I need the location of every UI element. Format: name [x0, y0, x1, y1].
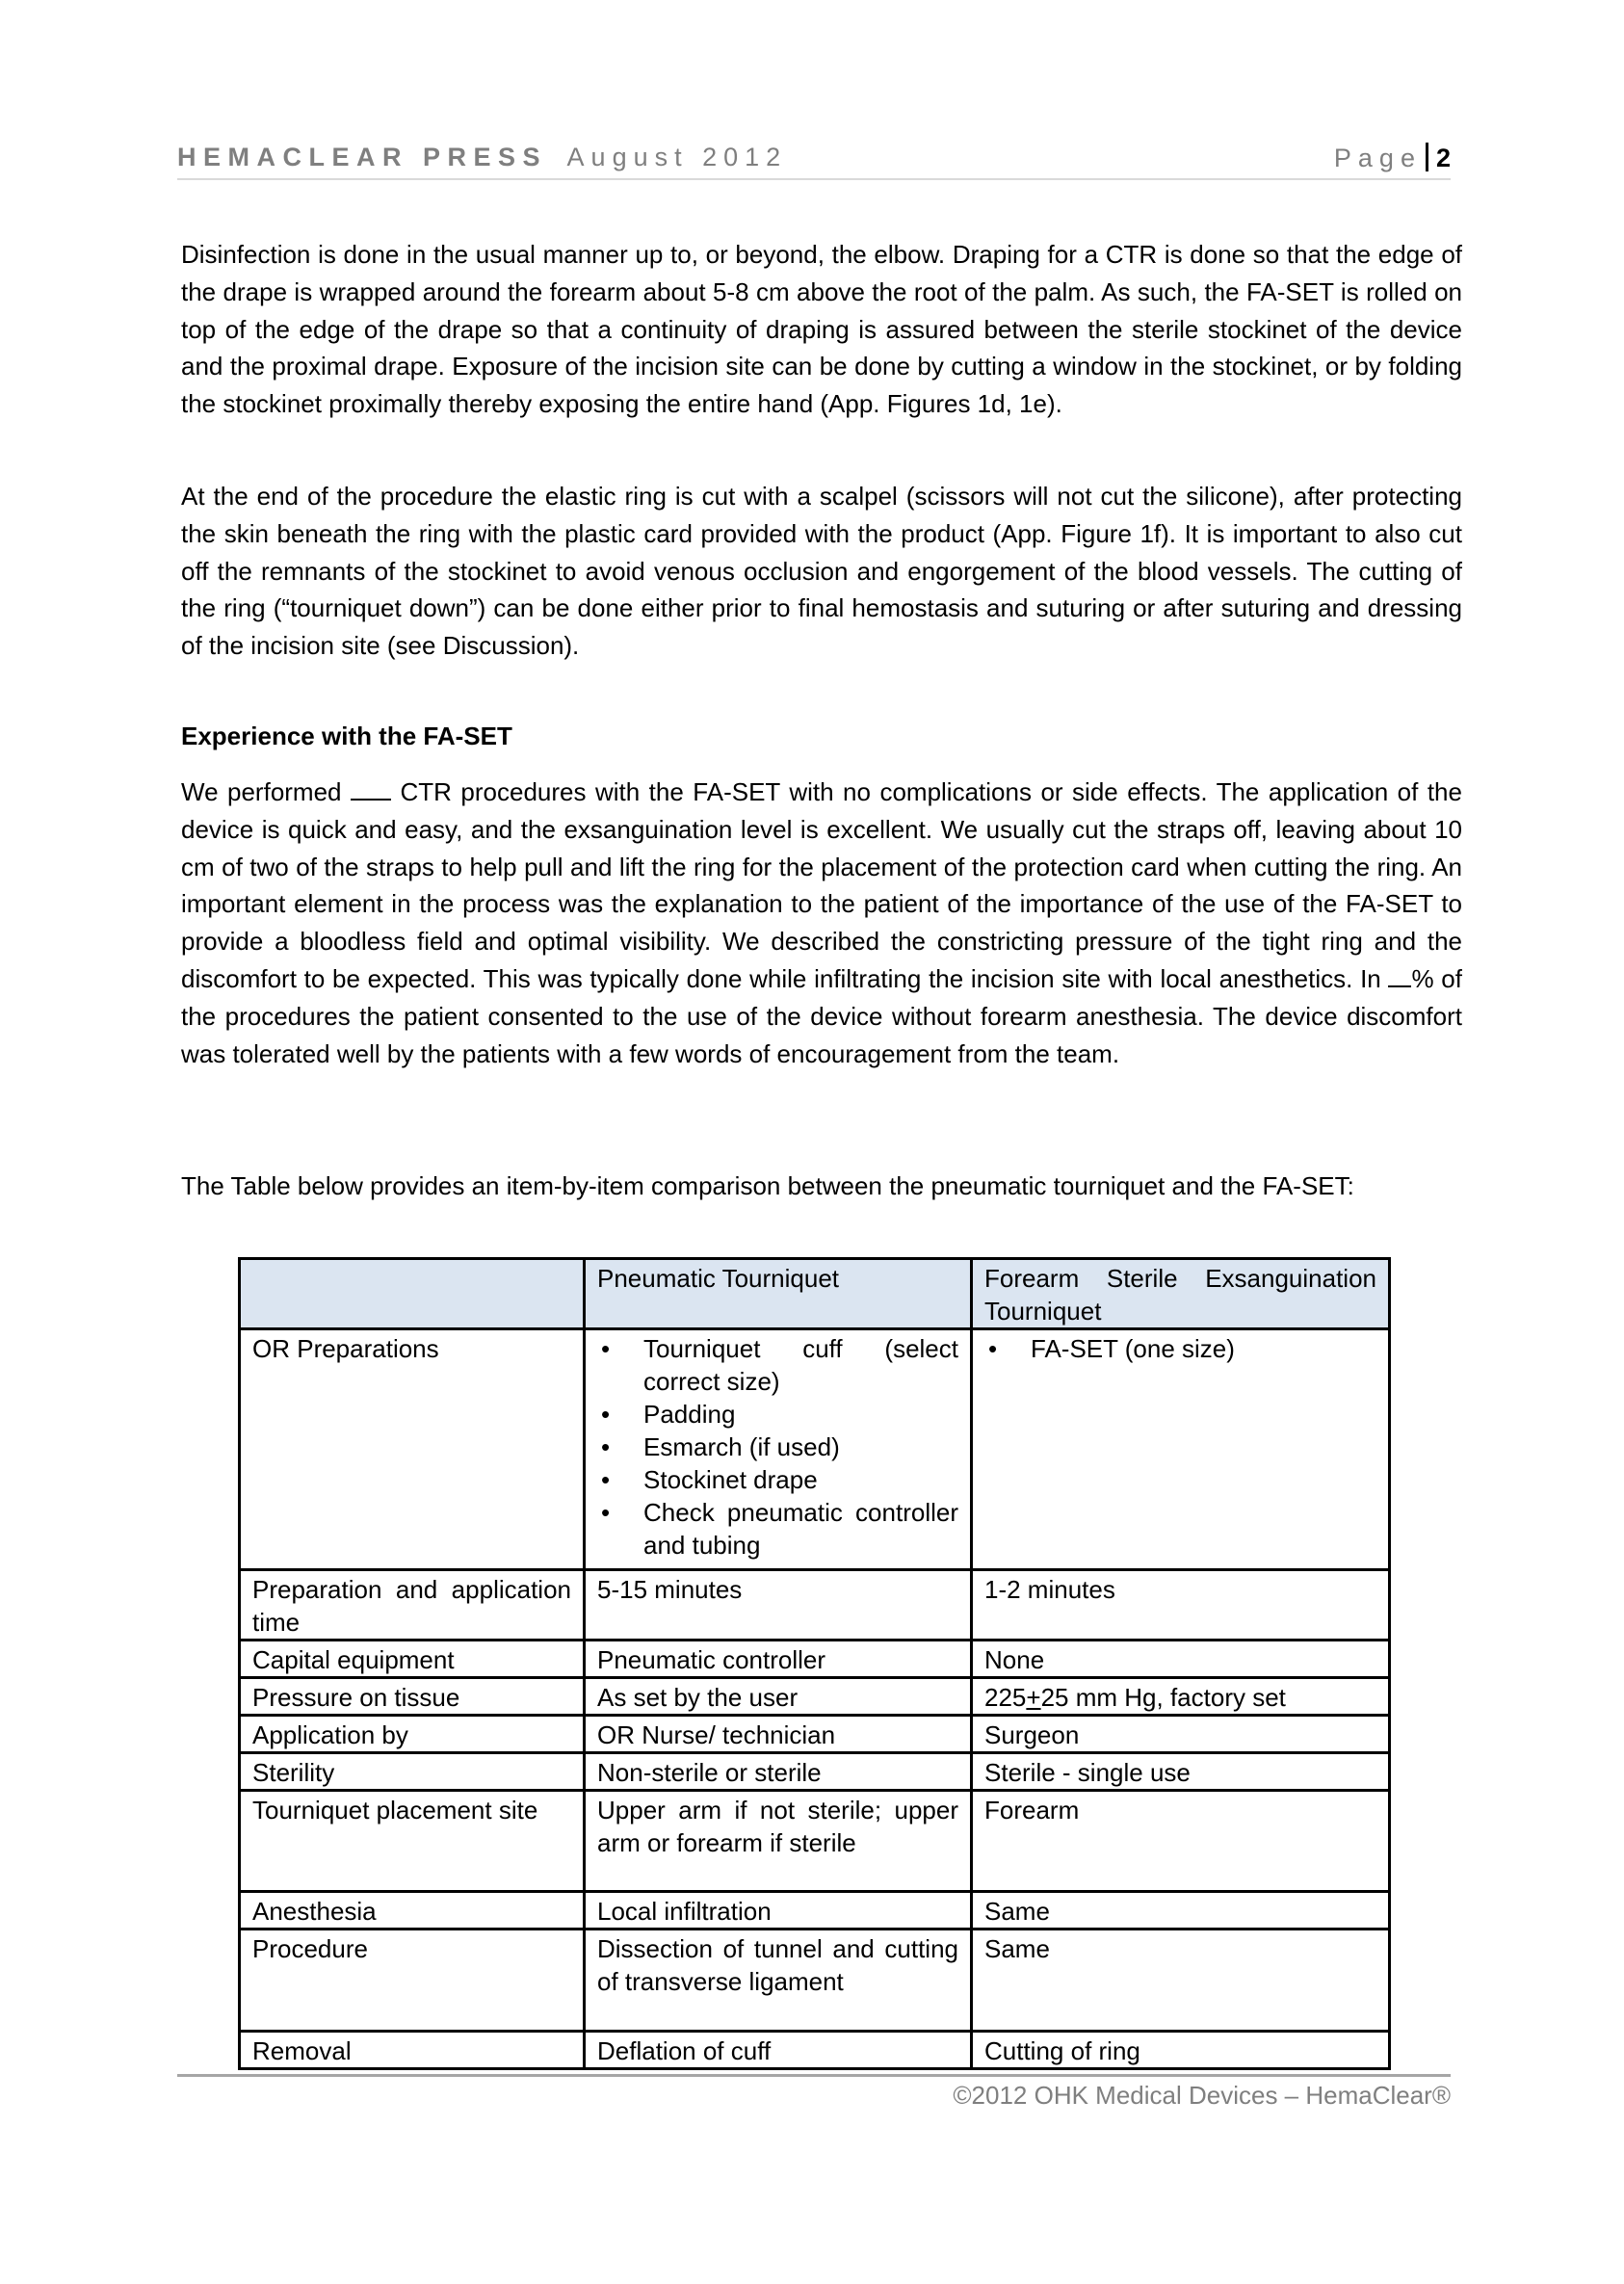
- list-item: • Padding: [597, 1398, 958, 1431]
- row-label: Preparation and application time: [240, 1570, 585, 1641]
- list-item: • Esmarch (if used): [597, 1431, 958, 1463]
- page-number: 2: [1435, 144, 1451, 172]
- page-indicator: [1334, 143, 1451, 173]
- row-label: Pressure on tissue: [240, 1678, 585, 1716]
- publication-date: August 2012: [566, 143, 788, 171]
- section-heading: Experience with the FA-SET: [181, 722, 512, 750]
- paragraph-text: At the end of the procedure the elastic ring is cut with a scalpel (scissors will not cut the silicone), after protecting the skin beneath the ring with the plastic card provided with the product (App. Figure 1f). It is important to also cut off the remnants of the stockinet to avoid venous occlusion and engorgement of the blood vessels. The cutting of the ring (“tourniquet down”) can be done either prior to final hemostasis and suturing or after suturing and dressing of the incision site (see Discussion).: [181, 482, 1462, 661]
- comparison-table: [238, 1257, 1391, 2070]
- header-rule: [177, 178, 1451, 180]
- faset-prep-list: [984, 1332, 1376, 1365]
- publication-name: HEMACLEAR PRESS: [177, 143, 548, 171]
- header-cell-pneumatic: Pneumatic Tourniquet: [585, 1259, 972, 1329]
- paragraph-text: Disinfection is done in the usual manner up to, or beyond, the elbow. Draping for a CTR is done so that the edge of the drape is wrapped around the forearm about 5-8 cm above the root of the palm. As such, the FA-SET is rolled on top of the edge of the drape so that a continuity of draping is assured between the sterile stockinet of the device and the proximal drape. Exposure of the incision site can be done by cutting a window in the stockinet, or by folding the stockinet proximally thereby exposing the entire hand (App. Figures 1d, 1e).: [181, 240, 1462, 419]
- text-fragment: 25 mm Hg, factory set: [1040, 1683, 1286, 1712]
- pneumatic-cell: Deflation of cuff: [585, 2032, 972, 2069]
- faset-cell: Cutting of ring: [972, 2032, 1390, 2069]
- page-label: Page: [1333, 144, 1422, 172]
- pneumatic-cell: [585, 1329, 972, 1570]
- text-fragment: We performed: [181, 777, 342, 806]
- pneumatic-cell: Non-sterile or sterile: [585, 1753, 972, 1791]
- row-label: Procedure: [240, 1930, 585, 2032]
- list-item: • Check pneumatic controller and tubing: [597, 1496, 958, 1562]
- row-label: Removal: [240, 2032, 585, 2069]
- table-row: [240, 1329, 1390, 1570]
- faset-cell: None: [972, 1641, 1390, 1678]
- pneumatic-cell: Pneumatic controller: [585, 1641, 972, 1678]
- page-header: [177, 143, 1451, 173]
- footer-rule: [177, 2074, 1451, 2077]
- faset-cell: Same: [972, 1930, 1390, 2032]
- pneumatic-cell: Local infiltration: [585, 1892, 972, 1930]
- plus-minus-symbol: +: [1026, 1683, 1041, 1712]
- table-row: [240, 1892, 1390, 1930]
- table-row: [240, 1753, 1390, 1791]
- pneumatic-cell: Dissection of tunnel and cutting of transverse ligament: [585, 1930, 972, 2032]
- row-label: OR Preparations: [240, 1329, 585, 1570]
- pneumatic-cell: OR Nurse/ technician: [585, 1716, 972, 1753]
- faset-cell: 1-2 minutes: [972, 1570, 1390, 1641]
- row-label: Anesthesia: [240, 1892, 585, 1930]
- paragraph-text: [181, 774, 1462, 1072]
- list-item: • FA-SET (one size): [984, 1332, 1376, 1365]
- paragraph-ring-removal: [181, 478, 1462, 665]
- list-item: • Stockinet drape: [597, 1463, 958, 1496]
- table-row: [240, 1930, 1390, 2032]
- table-row: [240, 1716, 1390, 1753]
- table-row: [240, 1678, 1390, 1716]
- page-separator: [1426, 143, 1428, 171]
- faset-cell: [972, 1329, 1390, 1570]
- faset-cell: Sterile - single use: [972, 1753, 1390, 1791]
- paragraph-disinfection: [181, 236, 1462, 423]
- footer-copyright: ©2012 OHK Medical Devices – HemaClear®: [953, 2081, 1451, 2110]
- header-cell-empty: [240, 1259, 585, 1329]
- faset-cell: Surgeon: [972, 1716, 1390, 1753]
- header-cell-faset: Forearm Sterile Exsanguination Tourniquet: [972, 1259, 1390, 1329]
- paragraph-text: The Table below provides an item-by-item comparison between the pneumatic tourniquet and the FA-SET:: [181, 1171, 1354, 1200]
- text-fragment: 225: [984, 1683, 1027, 1712]
- row-label: Capital equipment: [240, 1641, 585, 1678]
- table-row: [240, 1641, 1390, 1678]
- pneumatic-cell: As set by the user: [585, 1678, 972, 1716]
- blank-count: [351, 777, 391, 801]
- list-item: • Tourniquet cuff (select correct size): [597, 1332, 958, 1398]
- table-row: [240, 1791, 1390, 1892]
- table-row: [240, 1570, 1390, 1641]
- table-header-row: [240, 1259, 1390, 1329]
- paragraph-table-intro: [181, 1168, 1462, 1203]
- row-label: Sterility: [240, 1753, 585, 1791]
- blank-percent: [1388, 964, 1411, 987]
- paragraph-experience: [181, 774, 1462, 1072]
- row-label: Application by: [240, 1716, 585, 1753]
- faset-cell: [972, 1678, 1390, 1716]
- text-fragment: CTR procedures with the FA-SET with no complications or side effects. The application of the device is quick and easy, and the exsanguination level is excellent. We usually cut the straps off, leaving about 10 cm of two of the straps to help pull and lift the ring for the placement of the protection card when cutting the ring. An important element in the process was the explanation to the patient of the importance of the use of the FA-SET to provide a bloodless field and optimal visibility. We described the constricting pressure of the tight ring and the discomfort to be expected. This was typically done while infiltrating the incision site with local anesthetics. In: [181, 777, 1462, 993]
- pneumatic-prep-list: [597, 1332, 958, 1562]
- faset-cell: Same: [972, 1892, 1390, 1930]
- header-title: [177, 143, 787, 172]
- table-row: [240, 2032, 1390, 2069]
- pneumatic-cell: Upper arm if not sterile; upper arm or forearm if sterile: [585, 1791, 972, 1892]
- text-fragment: % of the procedures the patient consented to the use of the device without forearm anesthesia. The device discomfort was tolerated well by the patients with a few words of encouragement from the team.: [181, 963, 1462, 1068]
- row-label: Tourniquet placement site: [240, 1791, 585, 1892]
- pneumatic-cell: 5-15 minutes: [585, 1570, 972, 1641]
- faset-cell: Forearm: [972, 1791, 1390, 1892]
